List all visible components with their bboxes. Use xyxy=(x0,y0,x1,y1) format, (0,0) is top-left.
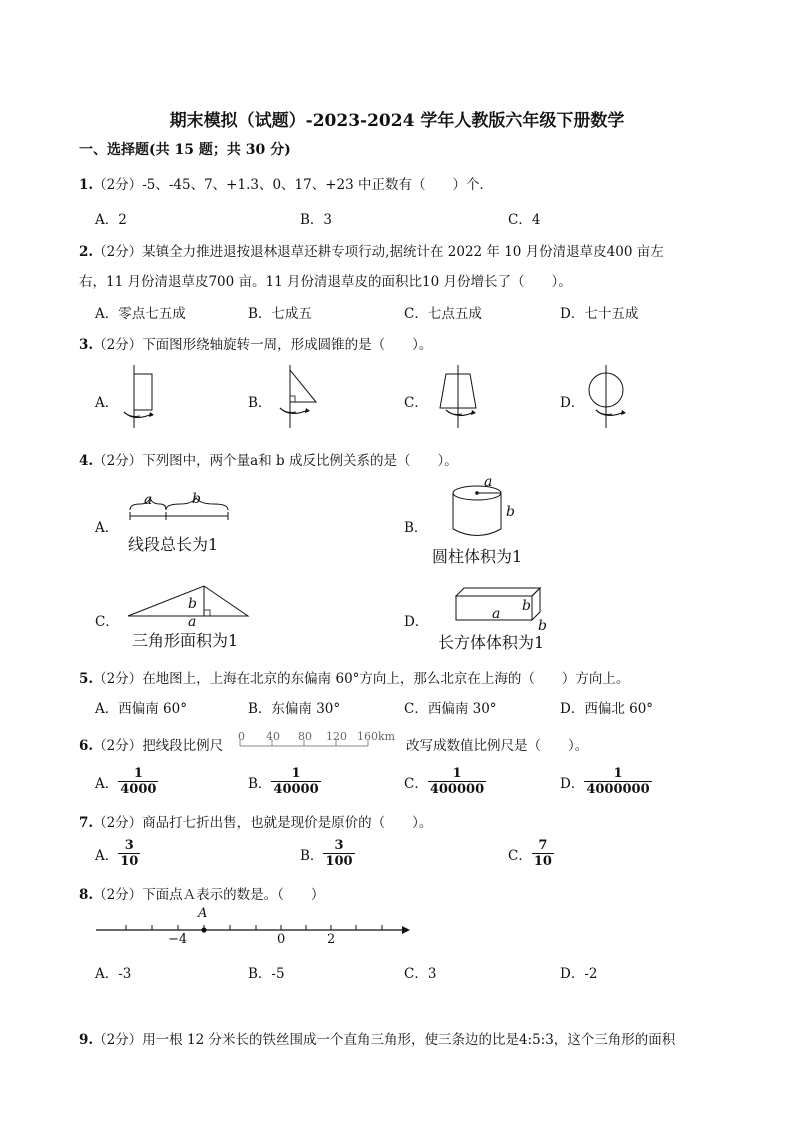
question-text: 下列图中，两个量a和 b 成反比例关系的是（ ）。 xyxy=(142,453,458,469)
question-2 xyxy=(79,240,664,260)
question-8 xyxy=(79,883,324,903)
question-number: 3. xyxy=(79,337,94,353)
cuboid-figure xyxy=(452,584,552,624)
denominator: 4000000 xyxy=(586,782,650,797)
option-a[interactable]: A． xyxy=(95,395,119,411)
question-7 xyxy=(79,811,432,831)
numerator: 3 xyxy=(124,838,134,853)
question-text: 某镇全力推进退按退林退草还耕专项行动,据统计在 2022 年 10 月份清退草皮400 亩左 xyxy=(142,244,664,260)
option-a[interactable] xyxy=(95,838,140,869)
question-6 xyxy=(79,734,223,754)
numerator: 1 xyxy=(452,766,462,781)
scale-tick: 0 xyxy=(238,730,245,743)
question-1 xyxy=(79,173,493,193)
question-score: （2分） xyxy=(93,177,143,193)
option-label: B． xyxy=(248,775,272,792)
label-b: b xyxy=(538,618,547,634)
option-a[interactable]: A． xyxy=(95,520,119,536)
label-b: b xyxy=(506,504,515,520)
option-a[interactable]: A．2 xyxy=(95,212,127,228)
question-score: （2分） xyxy=(93,1032,143,1048)
caption-a: 线段总长为1 xyxy=(128,535,219,554)
option-b[interactable] xyxy=(300,838,355,869)
question-number: 6. xyxy=(79,738,94,754)
option-label: D． xyxy=(560,775,585,792)
option-c[interactable] xyxy=(404,766,486,797)
question-score: （2分） xyxy=(93,337,143,353)
fraction xyxy=(118,766,158,797)
question-text: 用一根 12 分米长的铁丝围成一个直角三角形，使三条边的比是4:5:3，这个三角形的面积 xyxy=(142,1032,676,1048)
option-c[interactable] xyxy=(508,838,554,869)
scale-tick: 120 xyxy=(326,730,347,743)
option-c[interactable]: C． xyxy=(404,395,428,411)
section-heading: 一、选择题(共 15 题；共 30 分) xyxy=(79,142,291,158)
question-4 xyxy=(79,449,458,469)
option-b[interactable] xyxy=(248,766,321,797)
question-number: 8. xyxy=(79,887,94,903)
option-d[interactable]: D．-2 xyxy=(560,966,598,982)
question-score: （2分） xyxy=(93,244,143,260)
fraction xyxy=(584,766,651,797)
question-text: 商品打七折出售，也就是现价是原价的（ ）。 xyxy=(142,815,433,831)
numerator: 3 xyxy=(334,838,344,853)
option-b[interactable]: B．-5 xyxy=(248,966,285,982)
label-b: b xyxy=(192,491,201,507)
denominator: 40000 xyxy=(273,782,319,797)
axis-tick-label: −4 xyxy=(168,932,188,947)
option-b[interactable]: B．东偏南 30° xyxy=(248,701,341,717)
label-a: a xyxy=(188,614,197,630)
label-a: a xyxy=(144,492,153,508)
question-number: 4. xyxy=(79,453,94,469)
question-score: （2分） xyxy=(93,887,143,903)
question-score: （2分） xyxy=(93,453,143,469)
denominator: 10 xyxy=(533,854,552,869)
question-number: 5. xyxy=(79,671,94,687)
denominator: 400000 xyxy=(429,782,485,797)
scale-tick: 80 xyxy=(298,730,312,743)
option-c[interactable]: C． xyxy=(95,614,119,630)
question-5 xyxy=(79,667,629,687)
option-c[interactable]: C．3 xyxy=(404,966,437,982)
fraction xyxy=(118,838,140,869)
option-label: B． xyxy=(300,847,324,864)
label-b: b xyxy=(522,598,531,614)
rectangle-rotation-figure[interactable] xyxy=(112,362,172,432)
numerator: 1 xyxy=(613,766,623,781)
trapezoid-rotation-figure[interactable] xyxy=(428,362,488,432)
numerator: 1 xyxy=(133,766,143,781)
numerator: 7 xyxy=(538,838,548,853)
question-9 xyxy=(79,1028,675,1048)
option-c[interactable]: C．西偏南 30° xyxy=(404,701,497,717)
option-c[interactable]: C．七点五成 xyxy=(404,306,482,322)
question-score: （2分） xyxy=(93,738,143,754)
option-d[interactable]: D． xyxy=(404,614,429,630)
option-b[interactable]: B． xyxy=(404,520,428,536)
scale-tick: 160km xyxy=(357,730,396,743)
fraction xyxy=(428,766,486,797)
fraction xyxy=(532,838,554,869)
option-a[interactable]: A．-3 xyxy=(95,966,132,982)
option-a[interactable]: A．西偏南 60° xyxy=(95,701,187,717)
scale-tick: 40 xyxy=(266,730,280,743)
caption-b: 圆柱体积为1 xyxy=(432,547,523,566)
segment-figure xyxy=(126,492,236,528)
question-text: 下面图形绕轴旋转一周，形成圆锥的是（ ）。 xyxy=(142,337,433,353)
label-b: b xyxy=(188,596,197,612)
question-6-text-after: 改写成数值比例尺是（ ）。 xyxy=(406,738,589,754)
question-text: 下面点Ａ表示的数是。（ ） xyxy=(142,887,325,903)
circle-rotation-figure[interactable] xyxy=(582,362,642,432)
option-b[interactable]: B． xyxy=(248,395,272,411)
option-d[interactable]: D． xyxy=(560,395,585,411)
option-d[interactable]: D．七十五成 xyxy=(560,306,639,322)
question-3 xyxy=(79,333,432,353)
caption-c: 三角形面积为1 xyxy=(132,631,239,650)
caption-d: 长方体体积为1 xyxy=(438,633,545,652)
question-text: -5、-45、7、+1.3、0、17、+23 中正数有（ ）个． xyxy=(142,177,493,193)
question-number: 7. xyxy=(79,815,94,831)
number-line xyxy=(94,918,414,948)
question-number: 2. xyxy=(79,244,94,260)
label-a: a xyxy=(484,474,493,490)
option-label: A． xyxy=(95,847,119,864)
axis-tick-label: 2 xyxy=(327,932,336,947)
option-d[interactable] xyxy=(560,766,652,797)
page-title: 期末模拟（试题）-2023-2024 学年人教版六年级下册数学 xyxy=(169,111,625,131)
option-b[interactable]: B．七成五 xyxy=(248,306,312,322)
triangle-rotation-figure[interactable] xyxy=(268,362,328,432)
numerator: 1 xyxy=(291,766,301,781)
question-number: 1. xyxy=(79,177,94,193)
fraction xyxy=(271,766,320,797)
option-label: A． xyxy=(95,775,119,792)
option-c[interactable]: C．4 xyxy=(508,212,541,228)
option-d[interactable]: D．西偏北 60° xyxy=(560,701,654,717)
fraction xyxy=(323,838,354,869)
option-a[interactable]: A．零点七五成 xyxy=(95,306,186,322)
point-a-label: A xyxy=(198,906,208,921)
denominator: 4000 xyxy=(120,782,157,797)
question-text: 在地图上，上海在北京的东偏南 60°方向上，那么北京在上海的（ ）方向上。 xyxy=(142,671,630,687)
option-a[interactable] xyxy=(95,766,158,797)
question-number: 9. xyxy=(79,1032,94,1048)
denominator: 100 xyxy=(325,854,353,869)
option-b[interactable]: B．3 xyxy=(300,212,333,228)
question-score: （2分） xyxy=(93,815,143,831)
question-2-line-2: 右，11 月份清退草皮700 亩。11 月份清退草皮的面积比10 月份增长了（ ）。 xyxy=(79,274,572,290)
label-a: a xyxy=(492,606,501,622)
question-text: 把线段比例尺 xyxy=(142,738,224,754)
question-score: （2分） xyxy=(93,671,143,687)
option-label: C． xyxy=(404,775,428,792)
option-label: C． xyxy=(508,847,532,864)
denominator: 10 xyxy=(120,854,139,869)
axis-tick-label: 0 xyxy=(277,932,286,947)
